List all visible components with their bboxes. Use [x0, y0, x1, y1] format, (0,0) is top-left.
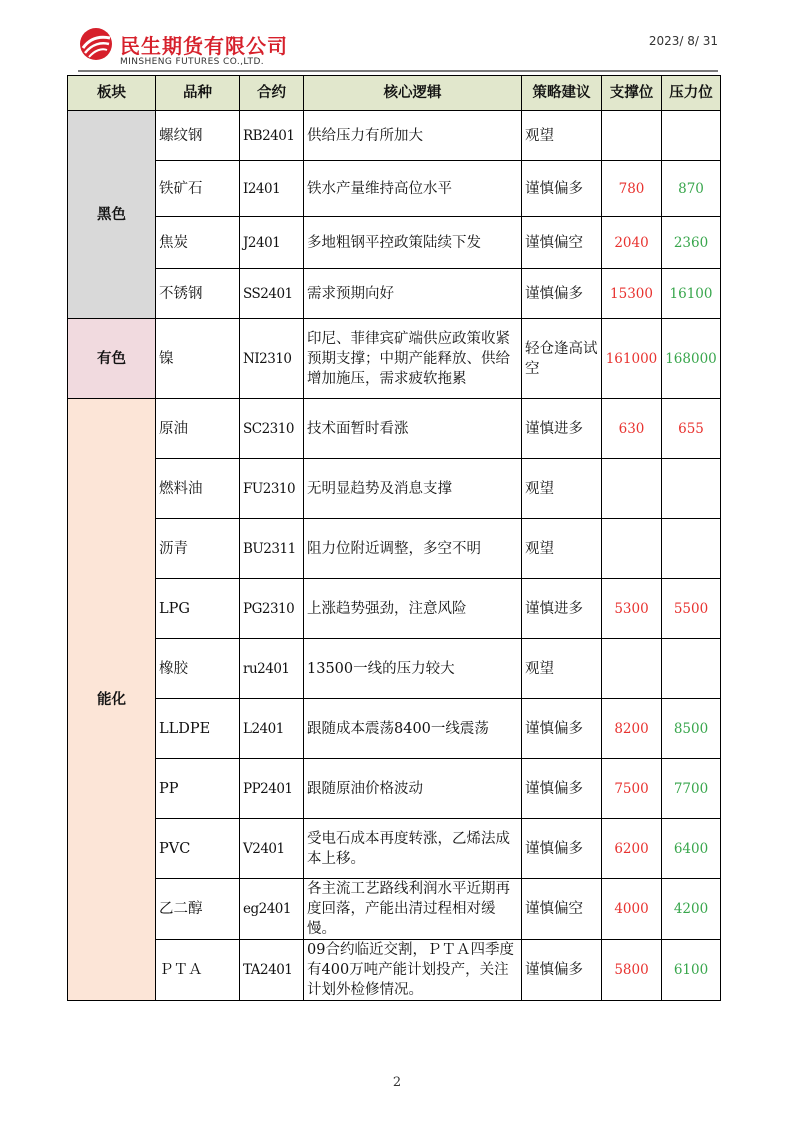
strategy-cell: 观望 — [522, 459, 602, 519]
variety-cell: 乙二醇 — [156, 879, 240, 940]
variety-cell: ＰＴＡ — [156, 940, 240, 1001]
logic-cell: 13500一线的压力较大 — [304, 639, 522, 699]
resistance-cell: 168000 — [662, 319, 721, 399]
support-cell: 780 — [602, 161, 662, 217]
variety-cell: 橡胶 — [156, 639, 240, 699]
table-row — [68, 879, 721, 940]
contract-cell: BU2311 — [240, 519, 304, 579]
strategy-table — [67, 75, 721, 1001]
variety-cell: 焦炭 — [156, 217, 240, 269]
support-cell — [602, 519, 662, 579]
variety-cell: 燃料油 — [156, 459, 240, 519]
support-cell — [602, 639, 662, 699]
resistance-cell: 8500 — [662, 699, 721, 759]
resistance-cell: 5500 — [662, 579, 721, 639]
resistance-cell: 7700 — [662, 759, 721, 819]
logic-cell: 印尼、菲律宾矿端供应政策收紧预期支撑；中期产能释放、供给增加施压，需求疲软拖累 — [304, 319, 522, 399]
contract-cell: eg2401 — [240, 879, 304, 940]
strategy-cell: 轻仓逢高试空 — [522, 319, 602, 399]
logic-cell: 技术面暂时看涨 — [304, 399, 522, 459]
support-cell — [602, 111, 662, 161]
strategy-cell: 谨慎偏多 — [522, 940, 602, 1001]
support-cell: 7500 — [602, 759, 662, 819]
brand-name-cn: 民生期货有限公司 — [120, 34, 288, 58]
contract-cell: L2401 — [240, 699, 304, 759]
support-cell: 5300 — [602, 579, 662, 639]
strategy-cell: 观望 — [522, 639, 602, 699]
table-row — [68, 399, 721, 459]
col-header-support: 支撑位 — [602, 76, 662, 111]
minsheng-logo-icon — [78, 26, 114, 62]
table-row — [68, 940, 721, 1001]
contract-cell: SS2401 — [240, 269, 304, 319]
support-cell: 5800 — [602, 940, 662, 1001]
col-header-variety: 品种 — [156, 76, 240, 111]
resistance-cell — [662, 111, 721, 161]
logic-cell: 无明显趋势及消息支撑 — [304, 459, 522, 519]
table-row — [68, 819, 721, 879]
contract-cell: PG2310 — [240, 579, 304, 639]
support-cell: 630 — [602, 399, 662, 459]
table-row — [68, 217, 721, 269]
resistance-cell — [662, 519, 721, 579]
strategy-cell: 谨慎偏多 — [522, 161, 602, 217]
header-divider — [78, 70, 718, 72]
resistance-cell: 655 — [662, 399, 721, 459]
report-date: 2023/ 8/ 31 — [648, 34, 718, 48]
variety-cell: 铁矿石 — [156, 161, 240, 217]
contract-cell: SC2310 — [240, 399, 304, 459]
page-number: 2 — [392, 1075, 402, 1090]
resistance-cell: 870 — [662, 161, 721, 217]
logic-cell: 上涨趋势强劲，注意风险 — [304, 579, 522, 639]
col-header-logic: 核心逻辑 — [304, 76, 522, 111]
contract-cell: TA2401 — [240, 940, 304, 1001]
logic-cell: 需求预期向好 — [304, 269, 522, 319]
sector-cell-black: 黑色 — [68, 111, 156, 319]
resistance-cell: 6100 — [662, 940, 721, 1001]
resistance-cell: 6400 — [662, 819, 721, 879]
support-cell: 6200 — [602, 819, 662, 879]
sector-cell-nonferrous: 有色 — [68, 319, 156, 399]
strategy-cell: 谨慎偏多 — [522, 819, 602, 879]
sector-cell-energy: 能化 — [68, 399, 156, 1001]
logic-cell: 供给压力有所加大 — [304, 111, 522, 161]
contract-cell: ru2401 — [240, 639, 304, 699]
col-header-contract: 合约 — [240, 76, 304, 111]
strategy-cell: 观望 — [522, 519, 602, 579]
strategy-cell: 谨慎偏多 — [522, 759, 602, 819]
resistance-cell: 4200 — [662, 879, 721, 940]
table-row — [68, 699, 721, 759]
logic-cell: 各主流工艺路线利润水平近期再度回落，产能出清过程相对缓慢。 — [304, 879, 522, 940]
contract-cell: NI2310 — [240, 319, 304, 399]
strategy-cell: 谨慎进多 — [522, 399, 602, 459]
contract-cell: RB2401 — [240, 111, 304, 161]
table-row — [68, 319, 721, 399]
variety-cell: 原油 — [156, 399, 240, 459]
contract-cell: FU2310 — [240, 459, 304, 519]
col-header-sector: 板块 — [68, 76, 156, 111]
logic-cell: 受电石成本再度转涨，乙烯法成本上移。 — [304, 819, 522, 879]
strategy-cell: 谨慎进多 — [522, 579, 602, 639]
strategy-cell: 谨慎偏多 — [522, 269, 602, 319]
contract-cell: V2401 — [240, 819, 304, 879]
contract-cell: I2401 — [240, 161, 304, 217]
support-cell: 161000 — [602, 319, 662, 399]
strategy-cell: 谨慎偏空 — [522, 879, 602, 940]
table-row — [68, 759, 721, 819]
resistance-cell: 2360 — [662, 217, 721, 269]
support-cell: 8200 — [602, 699, 662, 759]
brand-name-en: MINSHENG FUTURES CO.,LTD. — [120, 57, 265, 67]
table-header-row — [68, 76, 721, 111]
logic-cell: 09合约临近交割，ＰＴＡ四季度有400万吨产能计划投产，关注计划外检修情况。 — [304, 940, 522, 1001]
resistance-cell — [662, 639, 721, 699]
support-cell: 15300 — [602, 269, 662, 319]
logic-cell: 阻力位附近调整，多空不明 — [304, 519, 522, 579]
table-row — [68, 269, 721, 319]
resistance-cell — [662, 459, 721, 519]
contract-cell: PP2401 — [240, 759, 304, 819]
variety-cell: 不锈钢 — [156, 269, 240, 319]
variety-cell: PVC — [156, 819, 240, 879]
variety-cell: LPG — [156, 579, 240, 639]
col-header-strategy: 策略建议 — [522, 76, 602, 111]
strategy-cell: 观望 — [522, 111, 602, 161]
variety-cell: 沥青 — [156, 519, 240, 579]
support-cell — [602, 459, 662, 519]
strategy-cell: 谨慎偏空 — [522, 217, 602, 269]
support-cell: 4000 — [602, 879, 662, 940]
table-row — [68, 161, 721, 217]
table-row — [68, 639, 721, 699]
page-header — [78, 26, 718, 72]
contract-cell: J2401 — [240, 217, 304, 269]
variety-cell: 螺纹钢 — [156, 111, 240, 161]
variety-cell: PP — [156, 759, 240, 819]
logic-cell: 铁水产量维持高位水平 — [304, 161, 522, 217]
logic-cell: 跟随原油价格波动 — [304, 759, 522, 819]
table-row — [68, 519, 721, 579]
logic-cell: 跟随成本震荡8400一线震荡 — [304, 699, 522, 759]
variety-cell: LLDPE — [156, 699, 240, 759]
support-cell: 2040 — [602, 217, 662, 269]
table-row — [68, 111, 721, 161]
table-row — [68, 459, 721, 519]
col-header-resistance: 压力位 — [662, 76, 721, 111]
variety-cell: 镍 — [156, 319, 240, 399]
strategy-cell: 谨慎偏多 — [522, 699, 602, 759]
resistance-cell: 16100 — [662, 269, 721, 319]
table-row — [68, 579, 721, 639]
logic-cell: 多地粗钢平控政策陆续下发 — [304, 217, 522, 269]
